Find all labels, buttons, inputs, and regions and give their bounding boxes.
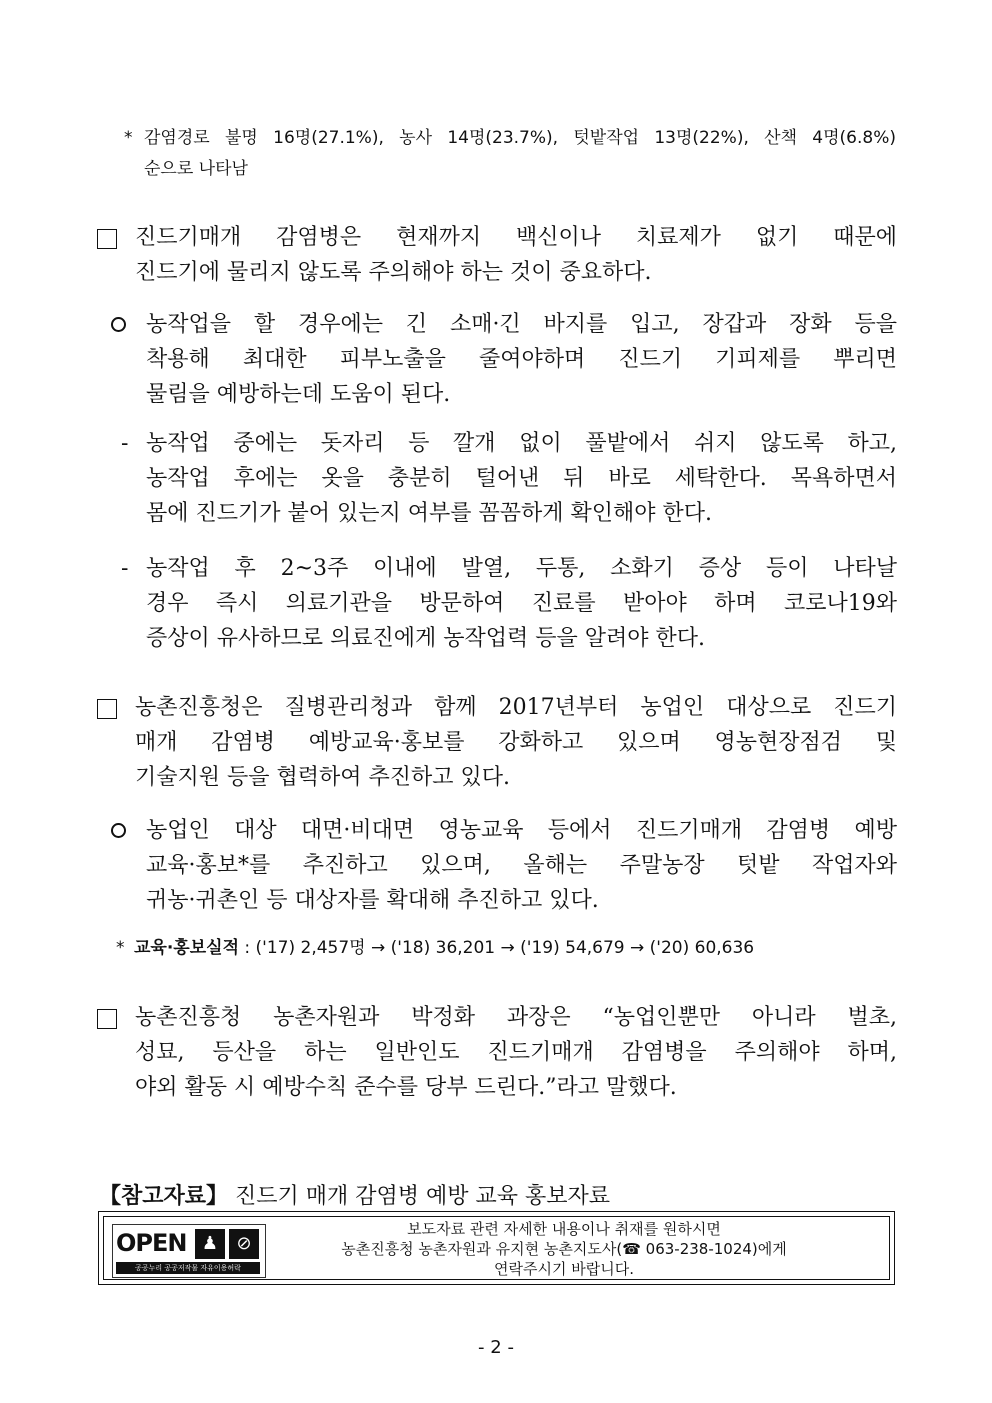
dash-line: 증상이 유사하므로 의료진에게 농작업력 등을 알려야 한다.: [146, 626, 706, 651]
contact-prefix: 농촌진흥청 농촌자원과 유지현 농촌지도사(: [341, 1240, 623, 1258]
bullet-line: 물림을 예방하는데 도움이 된다.: [146, 382, 451, 407]
section-line: 매개 감염병 예방교육·홍보를 강화하고 있으며 영농현장점검 및: [135, 730, 897, 755]
open-logo-caption: 공공누리 공공저작물 자유이용허락: [116, 1262, 260, 1274]
bullet-line: 농업인 대상 대면·비대면 영농교육 등에서 진드기매개 감염병 예방: [146, 818, 897, 843]
note-text: : ('17) 2,457명 → ('18) 36,201 → ('19) 54,679 → ('20) 60,636: [239, 938, 755, 958]
dash-marker: -: [121, 431, 129, 456]
open-license-logo: [112, 1224, 266, 1278]
attribution-icon: ♟: [195, 1229, 225, 1259]
bullet-line: 농작업을 할 경우에는 긴 소매·긴 바지를 입고, 장갑과 장화 등을: [146, 312, 897, 337]
no-commercial-icon: ⊘: [229, 1229, 259, 1259]
open-logo-text: OPEN: [116, 1229, 187, 1257]
section-line: 진드기에 물리지 않도록 주의해야 하는 것이 중요하다.: [135, 260, 652, 285]
bullet-line: 착용해 최대한 피부노출을 줄여야하며 진드기 기피제를 뿌리면: [146, 347, 897, 372]
note-marker: *: [124, 128, 133, 148]
section-line: 성묘, 등산을 하는 일반인도 진드기매개 감염병을 주의해야 하며,: [135, 1040, 897, 1065]
contact-line: [274, 1239, 854, 1259]
dash-line: 농작업 후에는 옷을 충분히 털어낸 뒤 바로 세탁한다. 목욕하면서: [146, 466, 897, 491]
bullet-line: 귀농·귀촌인 등 대상자를 확대해 추진하고 있다.: [146, 888, 599, 913]
dash-line: 몸에 진드기가 붙어 있는지 여부를 꼼꼼하게 확인해야 한다.: [146, 501, 712, 526]
reference-heading: [99, 1182, 610, 1211]
reference-title: 진드기 매개 감염병 예방 교육 홍보자료: [228, 1184, 611, 1209]
phone-icon: ☎: [622, 1240, 641, 1258]
page-number: - 2 -: [478, 1337, 514, 1358]
checkbox-square-icon: [97, 1009, 117, 1029]
contact-phone: 063-238-1024)에게: [640, 1240, 787, 1258]
bullet-line: 교육·홍보*를 추진하고 있으며, 올해는 주말농장 텃밭 작업자와: [146, 853, 897, 878]
note-line: 순으로 나타남: [144, 159, 248, 179]
checkbox-square-icon: [97, 699, 117, 719]
reference-label: 【참고자료】: [99, 1183, 229, 1209]
section-line: 농촌진흥청은 질병관리청과 함께 2017년부터 농업인 대상으로 진드기: [135, 695, 897, 720]
note-marker: *: [116, 938, 125, 958]
dash-line: 농작업 후 2~3주 이내에 발열, 두통, 소화기 증상 등이 나타날: [146, 556, 897, 581]
section-line: 농촌진흥청 농촌자원과 박정화 과장은 “농업인뿐만 아니라 벌초,: [135, 1005, 897, 1030]
contact-box-inner: [103, 1216, 890, 1280]
note-line: [134, 936, 754, 960]
dash-line: 농작업 중에는 돗자리 등 깔개 없이 풀밭에서 쉬지 않도록 하고,: [146, 431, 897, 456]
section-line: 기술지원 등을 협력하여 추진하고 있다.: [135, 765, 510, 790]
section-line: 진드기매개 감염병은 현재까지 백신이나 치료제가 없기 때문에: [135, 225, 897, 250]
note-label: 교육·홍보실적: [134, 938, 239, 958]
contact-box: [98, 1211, 895, 1285]
contact-line: 연락주시기 바랍니다.: [494, 1260, 634, 1278]
bullet-circle-icon: [111, 823, 126, 838]
dash-marker: -: [121, 556, 129, 581]
bullet-circle-icon: [111, 317, 126, 332]
dash-line: 경우 즉시 의료기관을 방문하여 진료를 받아야 하며 코로나19와: [146, 591, 897, 616]
checkbox-square-icon: [97, 229, 117, 249]
note-line: 감염경로 불명 16명(27.1%), 농사 14명(23.7%), 텃밭작업 13명(22%), 산책 4명(6.8%): [144, 128, 896, 148]
section-line: 야외 활동 시 예방수칙 준수를 당부 드린다.”라고 말했다.: [135, 1075, 677, 1100]
contact-line: 보도자료 관련 자세한 내용이나 취재를 원하시면: [407, 1220, 721, 1238]
